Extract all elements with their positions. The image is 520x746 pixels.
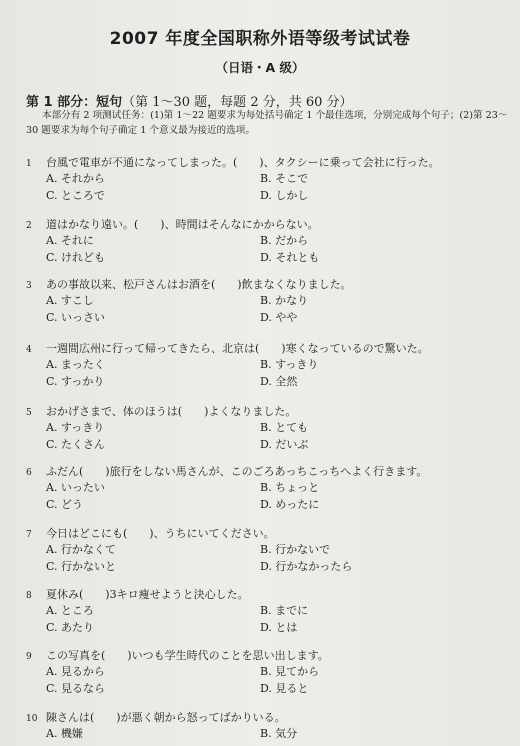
question-number: 10 [26, 714, 38, 724]
answer-option: A. 見るから [46, 665, 105, 678]
answer-option: B. 行かないで [260, 543, 331, 556]
answer-option: A. ところ [46, 604, 94, 617]
question-text: あの事故以来、松戸さんはお酒を( )飲まなくなりました。 [46, 278, 352, 291]
question-item [26, 276, 506, 326]
answer-option: A. いったい [46, 481, 105, 494]
question-number: 1 [26, 159, 32, 169]
part-heading-title: 第 1 部分：短句 [26, 95, 123, 110]
question-item [26, 647, 506, 697]
answer-option: D. とは [260, 621, 298, 634]
answer-option: D. だいぶ [260, 438, 309, 451]
answer-option: B. ちょっと [260, 481, 320, 494]
answer-option: C. 行かないと [46, 560, 117, 573]
answer-option: C. あたり [46, 621, 95, 634]
question-number: 4 [26, 345, 32, 355]
part-heading-note: （第 1～30 题，每题 2 分，共 60 分） [122, 95, 353, 110]
question-number: 2 [26, 221, 32, 231]
question-text: 陳さんは( )が悪く朝から怒ってばかりいる。 [46, 711, 286, 724]
question-stem [26, 647, 506, 664]
answer-option: A. すこし [46, 294, 94, 307]
question-number: 6 [26, 468, 32, 478]
question-item [26, 216, 506, 266]
answer-option: D. しかし [260, 189, 309, 202]
question-stem [26, 525, 506, 542]
part-instructions: 本部分有 2 项测试任务：(1)第 1～22 题要求为每处括号确定 1 个最佳选项，分别完成每个句子；(2)第 23～30 题要求为每个句子确定 1 个意义最为接近的选项。 [26, 110, 508, 136]
question-item [26, 586, 506, 636]
answer-options [46, 293, 506, 326]
answer-options [46, 233, 506, 266]
answer-options [46, 420, 506, 453]
question-stem [26, 276, 506, 293]
question-item [26, 463, 506, 513]
question-number: 9 [26, 652, 32, 662]
question-text: この写真を( )いつも学生時代のことを思い出します。 [46, 649, 329, 662]
answer-option: D. やや [260, 311, 298, 324]
answer-option: C. すっかり [46, 375, 105, 388]
question-number: 3 [26, 281, 32, 291]
answer-option: B. だから [260, 234, 309, 247]
answer-option: B. 気分 [260, 727, 298, 740]
answer-options [46, 726, 506, 742]
answer-option: A. すっきり [46, 421, 105, 434]
answer-option: B. 見てから [260, 665, 320, 678]
answer-options [46, 542, 506, 575]
exam-title: 2007 年度全国职称外语等级考试试卷 [109, 29, 411, 49]
answer-option: B. かなり [260, 294, 309, 307]
answer-option: D. 行かなかったら [260, 560, 353, 573]
answer-option: C. 見るなら [46, 682, 106, 695]
answer-option: C. いっさい [46, 311, 106, 324]
answer-option: D. めったに [260, 498, 320, 511]
answer-options [46, 480, 506, 513]
question-number: 7 [26, 530, 32, 540]
question-text: 一週間広州に行って帰ってきたら、北京は( )寒くなっているので驚いた。 [46, 342, 429, 355]
question-stem [26, 154, 506, 171]
answer-option: C. たくさん [46, 438, 106, 451]
question-stem [26, 586, 506, 603]
answer-option: C. どう [46, 498, 84, 511]
answer-option: D. 全然 [260, 375, 298, 388]
answer-option: B. とても [260, 421, 309, 434]
question-item [26, 154, 506, 204]
answer-option: A. それに [46, 234, 94, 247]
answer-option: D. 見ると [260, 682, 309, 695]
answer-option: A. 機嫌 [46, 727, 83, 740]
answer-option: B. そこで [260, 172, 309, 185]
question-item [26, 525, 506, 575]
question-text: 台風で電車が不通になってしまった。( )、タクシーに乗って会社に行った。 [46, 156, 440, 169]
answer-option: C. けれども [46, 251, 106, 264]
question-number: 5 [26, 408, 32, 418]
question-text: おかげさまで、体のほうは( )よくなりました。 [46, 405, 297, 418]
answer-options [46, 603, 506, 636]
question-text: 今日はどこにも( )、うちにいてください。 [46, 527, 275, 540]
question-stem [26, 463, 506, 480]
answer-option: B. すっきり [260, 358, 319, 371]
answer-option: B. までに [260, 604, 309, 617]
answer-option: C. ところで [46, 189, 105, 202]
question-item [26, 340, 506, 390]
question-text: 道はかなり遠い。( )、時間はそんなにかからない。 [46, 218, 319, 231]
answer-option: A. まったく [46, 358, 105, 371]
answer-option: A. 行かなくて [46, 543, 116, 556]
question-stem [26, 340, 506, 357]
question-stem [26, 709, 506, 726]
question-stem [26, 216, 506, 233]
answer-options [46, 171, 506, 204]
question-number: 8 [26, 591, 32, 601]
question-stem [26, 403, 506, 420]
answer-options [46, 664, 506, 697]
question-item [26, 709, 506, 742]
answer-option: A. それから [46, 172, 105, 185]
question-text: ふだん( )旅行をしない馬さんが、このごろあっちこっちへよく行きます。 [46, 465, 428, 478]
answer-options [46, 357, 506, 390]
answer-option: D. それとも [260, 251, 320, 264]
question-item [26, 403, 506, 453]
question-text: 夏休み( )3キロ痩せようと決心した。 [46, 588, 249, 601]
exam-subtitle: （日语・A 级） [215, 60, 305, 75]
